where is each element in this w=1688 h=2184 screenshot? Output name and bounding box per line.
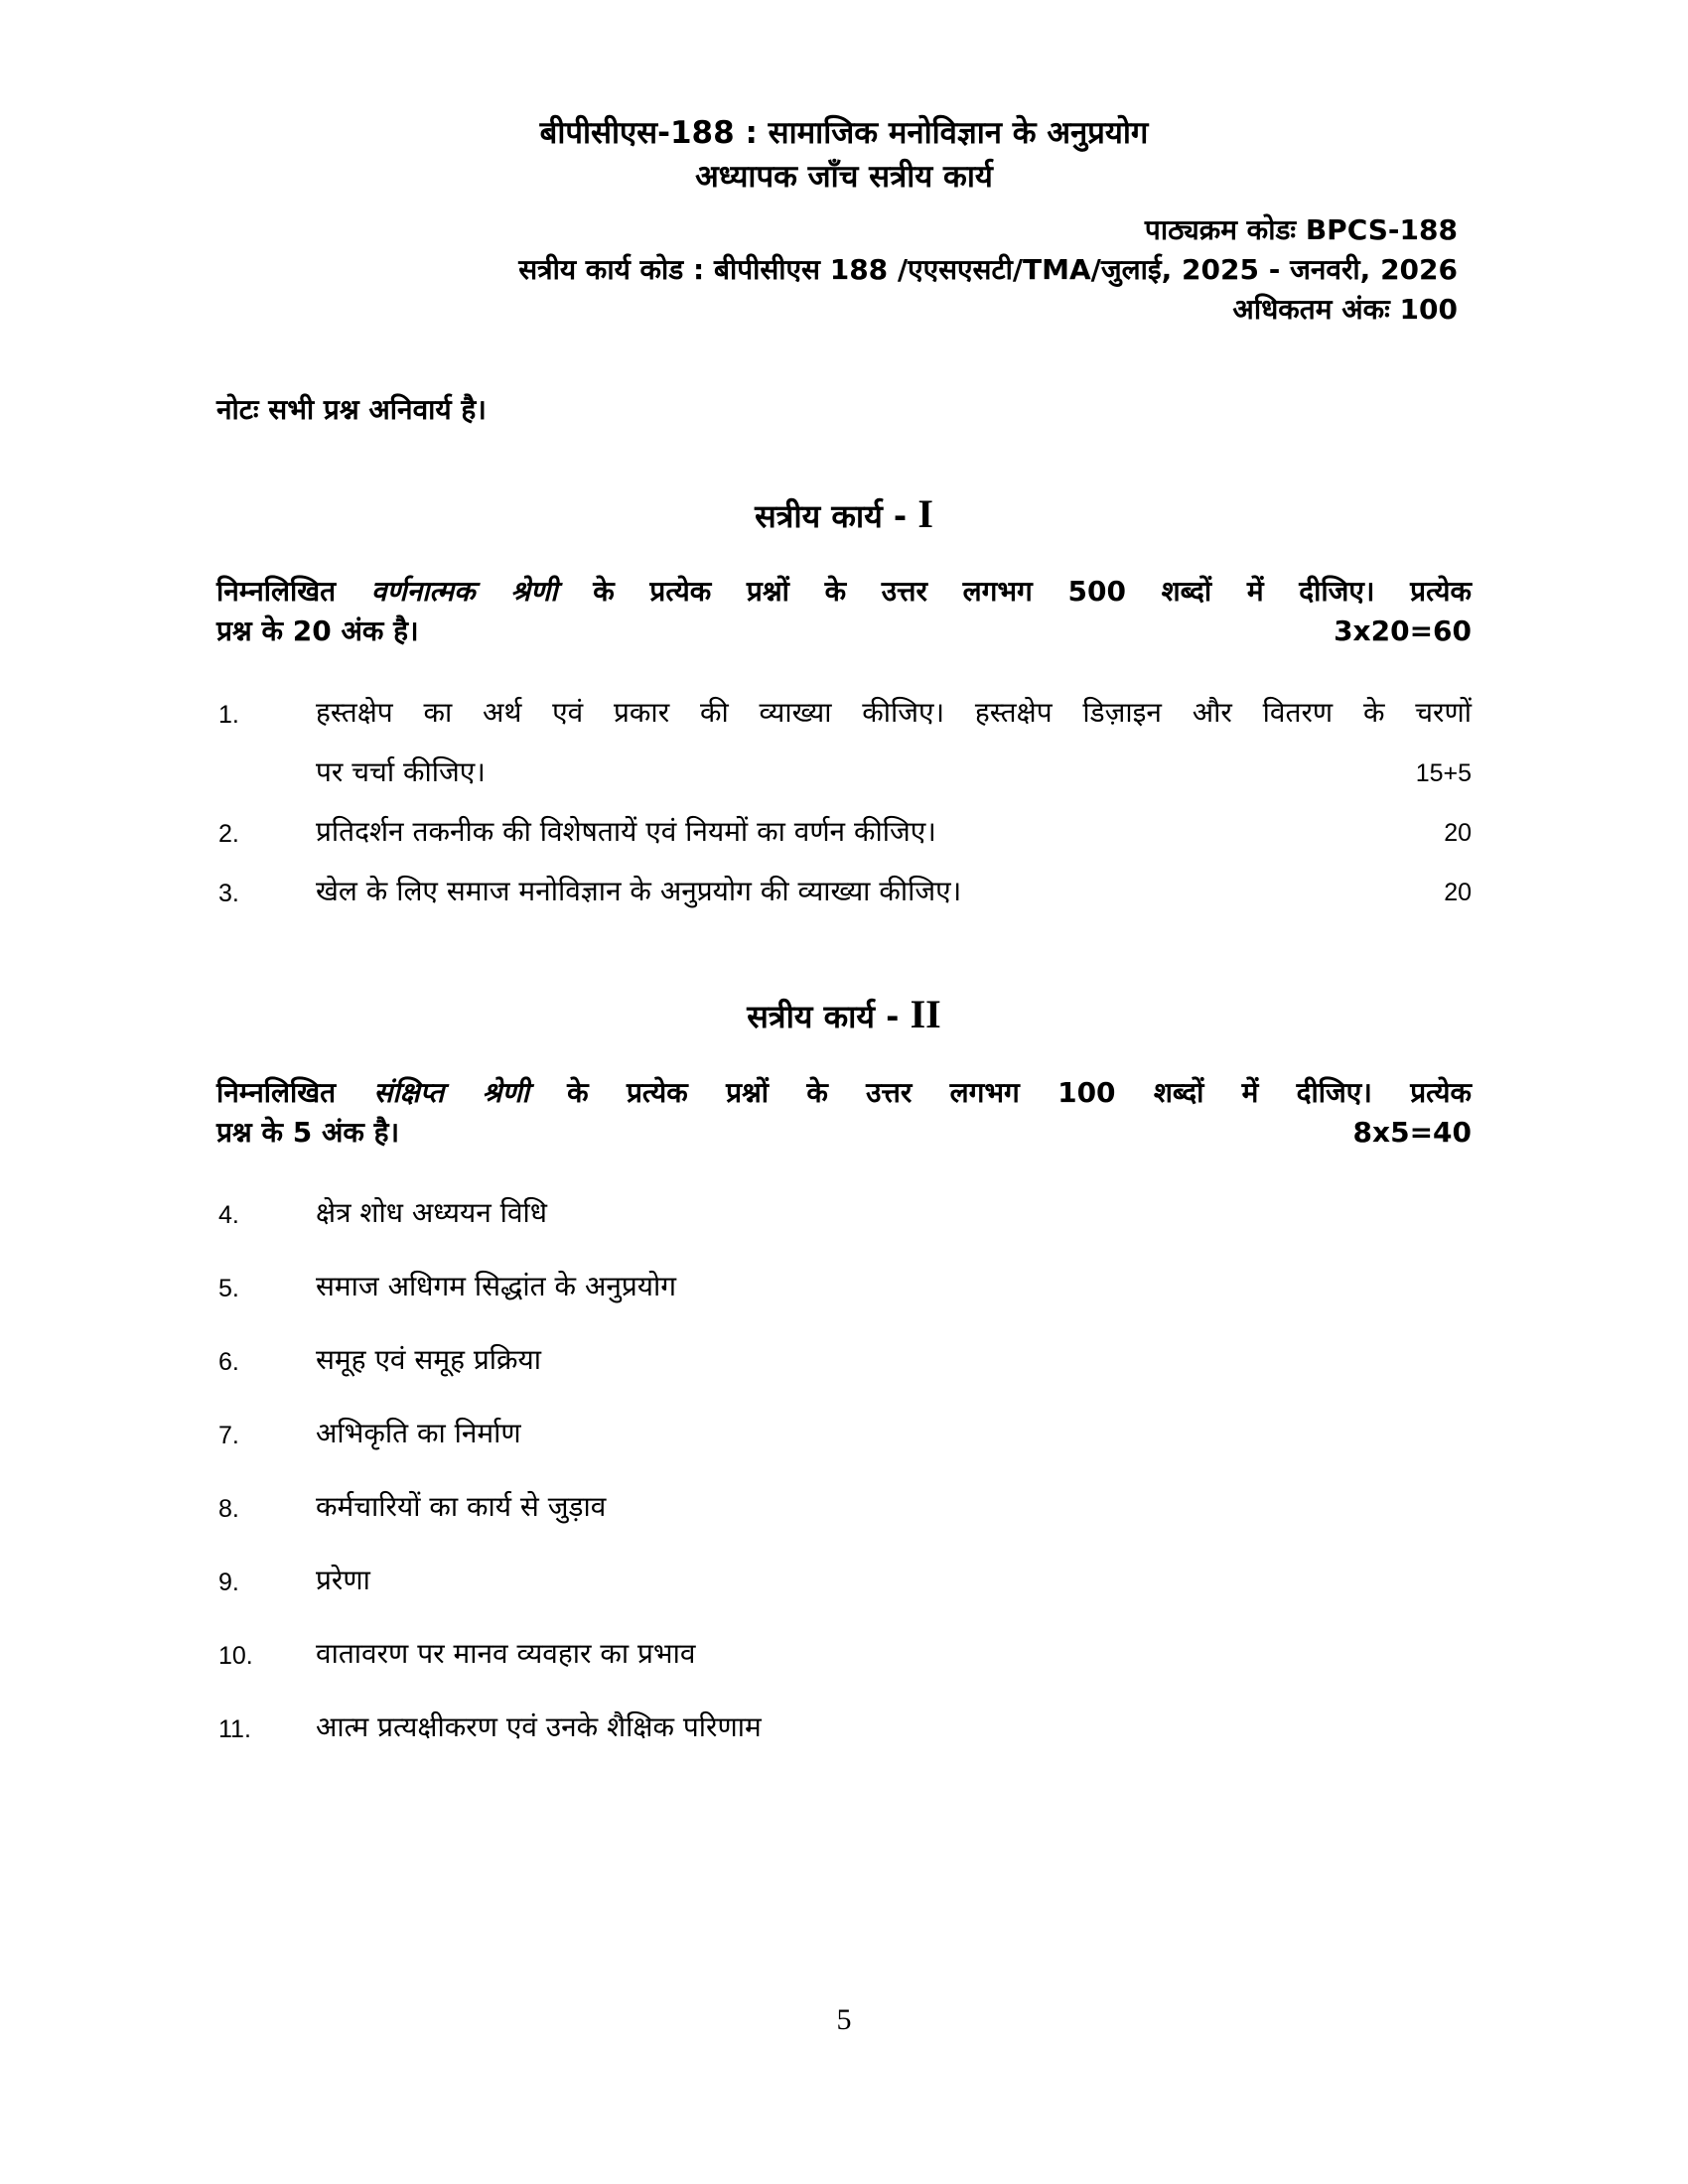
question-item [216, 802, 1472, 863]
question-item [216, 1404, 1472, 1463]
section-heading-label: सत्रीय कार्य - [747, 998, 900, 1035]
instruction-marks-note: प्रश्न के 20 अंक है। [216, 614, 419, 647]
course-code: पाठ्यक्रम कोडः BPCS-188 [1144, 213, 1458, 246]
section-heading-1 [0, 492, 1688, 538]
question-text: समाज अधिगम सिद्धांत के अनुप्रयोग [316, 1270, 677, 1302]
question-item [216, 1330, 1472, 1390]
question-item [216, 862, 1472, 922]
instruction-text: निम्नलिखित [216, 1076, 374, 1109]
instruction-emphasis: वर्णनात्मक श्रेणी [370, 575, 558, 608]
question-text: खेल के लिए समाज मनोविज्ञान के अनुप्रयोग की व्याख्या कीजिए। [316, 875, 962, 907]
instruction-line-1 [216, 572, 1472, 612]
section-1-instruction [216, 572, 1472, 651]
instruction-text: के प्रत्येक प्रश्नों के उत्तर लगभग 100 शब्दों में दीजिए। प्रत्येक [528, 1076, 1472, 1109]
question-item [216, 1257, 1472, 1316]
instruction-text: निम्नलिखित [216, 575, 371, 608]
instructions-note: नोटः सभी प्रश्न अनिवार्य है। [216, 393, 487, 426]
question-text: समूह एवं समूह प्रक्रिया [316, 1343, 542, 1376]
question-number: 5. [218, 1275, 239, 1302]
question-item [216, 683, 1472, 803]
question-number: 6. [218, 1348, 239, 1376]
question-text: क्षेत्र शोध अध्ययन विधि [316, 1196, 547, 1229]
question-number: 8. [218, 1495, 239, 1523]
section-heading-2 [0, 993, 1688, 1038]
question-item [216, 1183, 1472, 1243]
question-number: 3. [218, 880, 239, 907]
question-item [216, 1477, 1472, 1537]
question-text: अभिकृति का निर्माण [316, 1417, 521, 1449]
assignment-meta [518, 210, 1458, 330]
question-number: 10. [218, 1642, 253, 1670]
question-item [216, 1624, 1472, 1684]
question-text: हस्तक्षेप का अर्थ एवं प्रकार की व्याख्या कीजिए। हस्तक्षेप डिज़ाइन और वितरण के चरणों [316, 696, 1472, 729]
question-text: प्ररेणा [316, 1564, 370, 1596]
page-number: 5 [836, 2003, 852, 2036]
question-text-continued: पर चर्चा कीजिए। [316, 755, 486, 788]
instruction-line-2 [216, 612, 1472, 651]
section-2-instruction [216, 1073, 1472, 1153]
instruction-line-2 [216, 1113, 1472, 1153]
question-number: 7. [218, 1422, 239, 1449]
question-marks: 15+5 [1415, 759, 1472, 787]
question-number: 9. [218, 1569, 239, 1596]
section-roman-numeral: II [910, 992, 941, 1036]
document-title [0, 111, 1688, 199]
section-total-marks: 3x20=60 [1334, 614, 1472, 647]
question-marks: 20 [1444, 879, 1472, 906]
question-marks: 20 [1444, 819, 1472, 847]
section-total-marks: 8x5=40 [1352, 1116, 1472, 1149]
section-heading-label: सत्रीय कार्य - [755, 497, 908, 535]
title-line-assignment: अध्यापक जाँच सत्रीय कार्य [695, 159, 993, 195]
question-number: 4. [218, 1201, 239, 1229]
instruction-emphasis: संक्षिप्त श्रेणी [373, 1076, 529, 1109]
section-roman-numeral: I [917, 491, 933, 536]
question-text: कर्मचारियों का कार्य से जुड़ाव [316, 1490, 607, 1523]
instruction-marks-note: प्रश्न के 5 अंक है। [216, 1116, 400, 1149]
maximum-marks: अधिकतम अंकः 100 [1232, 293, 1458, 326]
question-number: 1. [218, 701, 239, 729]
assignment-code: सत्रीय कार्य कोड : बीपीसीएस 188 /एएसएसटी/TMA/जुलाई, 2025 - जनवरी, 2026 [518, 253, 1458, 286]
question-number: 11. [218, 1715, 251, 1743]
question-number: 2. [218, 820, 239, 848]
instruction-text: के प्रत्येक प्रश्नों के उत्तर लगभग 500 शब्दों में दीजिए। प्रत्येक [557, 575, 1472, 608]
question-text: आत्म प्रत्यक्षीकरण एवं उनके शैक्षिक परिणाम [316, 1710, 762, 1743]
instruction-line-1 [216, 1073, 1472, 1113]
title-line-course: बीपीसीएस-188 : सामाजिक मनोविज्ञान के अनुप्रयोग [539, 115, 1149, 151]
question-item [216, 1698, 1472, 1757]
question-item [216, 1551, 1472, 1610]
question-text: प्रतिदर्शन तकनीक की विशेषतायें एवं नियमों का वर्णन कीजिए। [316, 815, 936, 848]
question-text: वातावरण पर मानव व्यवहार का प्रभाव [316, 1637, 696, 1670]
